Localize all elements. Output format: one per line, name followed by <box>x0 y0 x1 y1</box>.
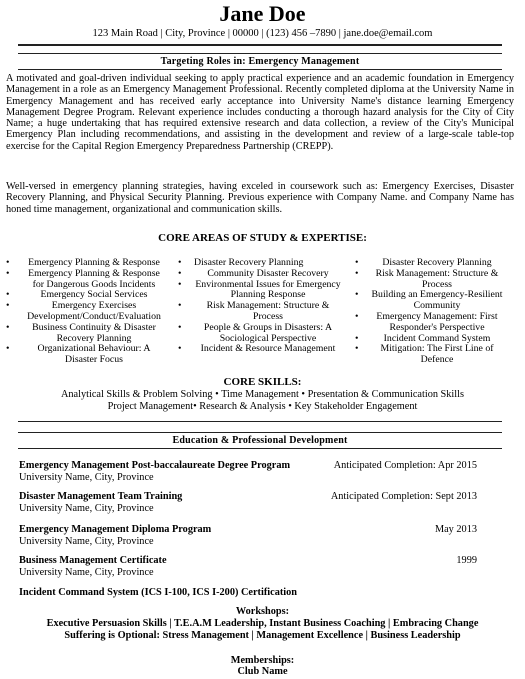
list-item: • People & Groups in Disasters: A Sociological Perspective <box>178 323 342 345</box>
candidate-name: Jane Doe <box>219 1 306 26</box>
education-entry <box>19 460 477 483</box>
core-skills-line-1: Analytical Skills & Problem Solving • Time Management • Presentation & Communication Skills <box>60 389 465 400</box>
list-item: • Disaster Recovery Planning <box>355 258 503 269</box>
education-title: Emergency Management Diploma Program <box>19 524 212 535</box>
list-item: • Incident & Resource Management <box>178 344 342 355</box>
target-label: Targeting Roles in: Emergency Management <box>160 56 360 67</box>
education-entry <box>19 555 477 578</box>
certification <box>19 587 477 599</box>
core-skills-heading: CORE SKILLS: <box>223 376 302 388</box>
core-areas-column-2 <box>178 258 342 355</box>
list-item: • Organizational Behaviour: A Disaster Focus <box>6 344 166 366</box>
education-date: Anticipated Completion: Apr 2015 <box>333 460 477 471</box>
list-item: • Business Continuity & Disaster Recovery Planning <box>6 323 166 345</box>
core-areas-heading: CORE AREAS OF STUDY & EXPERTISE: <box>158 232 367 244</box>
list-item: • Disaster Recovery Planning <box>178 258 342 269</box>
target-banner <box>18 53 502 70</box>
education-title: Business Management Certificate <box>19 555 167 566</box>
education-date: Anticipated Completion: Sept 2013 <box>330 491 477 502</box>
certification-title: Incident Command System (ICS I-100, ICS I-200) Certification <box>19 587 298 598</box>
memberships-line-1: Club Name <box>237 666 288 677</box>
workshops-line-1: Executive Persuasion Skills | T.E.A.M Leadership, Instant Business Coaching | Embracing Change <box>46 618 479 629</box>
list-item: • Emergency Management: First Responder's Perspective <box>355 312 503 334</box>
core-skills-line-2: Project Management• Research & Analysis • Key Stakeholder Engagement <box>107 401 418 412</box>
education-entry <box>19 524 477 547</box>
education-banner <box>18 432 502 449</box>
contact-line: 123 Main Road | City, Province | 00000 | (123) 456 –7890 | jane.doe@email.com <box>92 28 433 39</box>
education-entry <box>19 491 477 514</box>
education-date: May 2013 <box>434 524 477 535</box>
list-item: • Emergency Planning & Response for Dangerous Goods Incidents <box>6 269 166 291</box>
education-date: 1999 <box>456 555 477 566</box>
list-item: • Building an Emergency-Resilient Community <box>355 290 503 312</box>
education-place: University Name, City, Province <box>19 502 154 514</box>
core-areas-column-1 <box>6 258 166 366</box>
memberships-heading: Memberships: <box>230 655 295 666</box>
education-place: University Name, City, Province <box>19 471 154 483</box>
education-title: Emergency Management Post-baccalaureate Degree Program <box>19 460 291 471</box>
list-item: • Risk Management: Structure & Process <box>355 269 503 291</box>
education-place: University Name, City, Province <box>19 535 154 547</box>
workshops-heading: Workshops: <box>235 606 290 617</box>
list-item: • Community Disaster Recovery <box>178 269 342 280</box>
summary-paragraph-1: A motivated and goal-driven individual seeking to apply practical experience and an academic foundation in Emergency Management in a role as an Emergency Management Professional. Recently completed diploma at the University Name in Emergency Management and has received early acceptance into University Name's distance learning Emergency Management Degree Program. Relevant experience includes conducting a thorough hazard analysis for the City of City Name; a huge undertaking that has required extensive research and data collection, a review of the City's Municipal Emergency Plan including recommendations, and assisting in the development and review of a large-scale table-top exercise for the Capital Region Emergency Preparedness Partnership (CREPP). <box>6 73 514 152</box>
core-areas-column-3 <box>355 258 503 366</box>
list-item: • Emergency Social Services <box>6 290 166 301</box>
list-item: • Mitigation: The First Line of Defence <box>355 344 503 366</box>
section-divider <box>18 421 502 422</box>
list-item: • Incident Command System <box>355 334 503 345</box>
workshops-line-2: Suffering is Optional: Stress Management | Management Excellence | Business Leadership <box>64 630 461 641</box>
list-item: • Emergency Exercises Development/Conduct/Evaluation <box>6 301 166 323</box>
list-item: • Risk Management: Structure & Process <box>178 301 342 323</box>
education-place: University Name, City, Province <box>19 566 154 578</box>
summary-paragraph-2: Well-versed in emergency planning strategies, having exceled in coursework such as: Emergency Exercises, Disaster Recovery Planning, and Physical Security Planning. Previous experience with Company Name. and Company Name has honed time management, organizational and communication skills. <box>6 181 514 215</box>
header-rule <box>18 44 502 46</box>
education-title: Disaster Management Team Training <box>19 491 183 502</box>
list-item: • Emergency Planning & Response <box>6 258 166 269</box>
list-item: • Environmental Issues for Emergency Planning Response <box>178 280 342 302</box>
education-heading: Education & Professional Development <box>172 435 348 446</box>
